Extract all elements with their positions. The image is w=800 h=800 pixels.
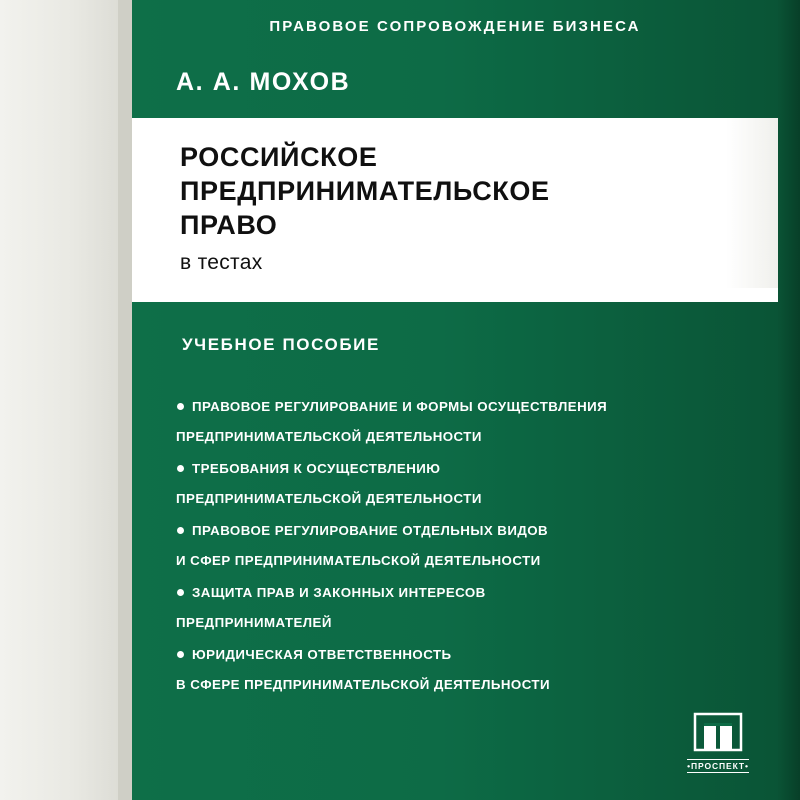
book-title-line-3: ПРАВО — [180, 210, 278, 240]
prospekt-doorway-icon — [689, 712, 747, 752]
publisher-logo — [680, 712, 756, 774]
list-item — [176, 520, 756, 571]
topic-1-line-2: ПРЕДПРИНИМАТЕЛЬСКОЙ ДЕЯТЕЛЬНОСТИ — [176, 429, 482, 444]
topic-2-line-2: ПРЕДПРИНИМАТЕЛЬСКОЙ ДЕЯТЕЛЬНОСТИ — [176, 491, 482, 506]
topic-5-line-2: В СФЕРЕ ПРЕДПРИНИМАТЕЛЬСКОЙ ДЕЯТЕЛЬНОСТИ — [176, 677, 551, 692]
book-title-line-1: РОССИЙСКОЕ — [180, 142, 378, 172]
topic-4-line-2: ПРЕДПРИНИМАТЕЛЕЙ — [176, 615, 332, 630]
list-item — [176, 458, 756, 509]
topic-3-line-1: ПРАВОВОЕ РЕГУЛИРОВАНИЕ ОТДЕЛЬНЫХ ВИДОВ — [176, 520, 756, 541]
topic-4-line-1: ЗАЩИТА ПРАВ И ЗАКОННЫХ ИНТЕРЕСОВ — [176, 582, 756, 603]
publisher-name: •ПРОСПЕКТ• — [687, 761, 749, 771]
list-item — [176, 582, 756, 633]
book-title-line-2: ПРЕДПРИНИМАТЕЛЬСКОЕ — [180, 176, 550, 206]
topic-3-line-2: И СФЕР ПРЕДПРИНИМАТЕЛЬСКОЙ ДЕЯТЕЛЬНОСТИ — [176, 553, 541, 568]
publication-kind: УЧЕБНОЕ ПОСОБИЕ — [182, 335, 380, 354]
book-subtitle: в тестах — [180, 251, 263, 274]
left-band-inner-stripe — [118, 0, 132, 800]
title-block — [132, 118, 778, 288]
series-title: ПРАВОВОЕ СОПРОВОЖДЕНИЕ БИЗНЕСА — [269, 17, 641, 35]
left-decorative-band — [0, 0, 132, 800]
title-wrap — [180, 140, 758, 275]
topic-1-line-1: ПРАВОВОЕ РЕГУЛИРОВАНИЕ И ФОРМЫ ОСУЩЕСТВЛЕНИЯ — [176, 396, 756, 417]
author-name: А. А. МОХОВ — [176, 68, 351, 96]
series-line — [132, 0, 778, 52]
title-block-separator-strip — [132, 288, 778, 302]
topic-5-line-1: ЮРИДИЧЕСКАЯ ОТВЕТСТВЕННОСТЬ — [176, 644, 756, 665]
topics-list — [176, 396, 756, 706]
topic-2-line-1: ТРЕБОВАНИЯ К ОСУЩЕСТВЛЕНИЮ — [176, 458, 756, 479]
list-item — [176, 396, 756, 447]
list-item — [176, 644, 756, 695]
right-spine-edge — [778, 0, 800, 800]
